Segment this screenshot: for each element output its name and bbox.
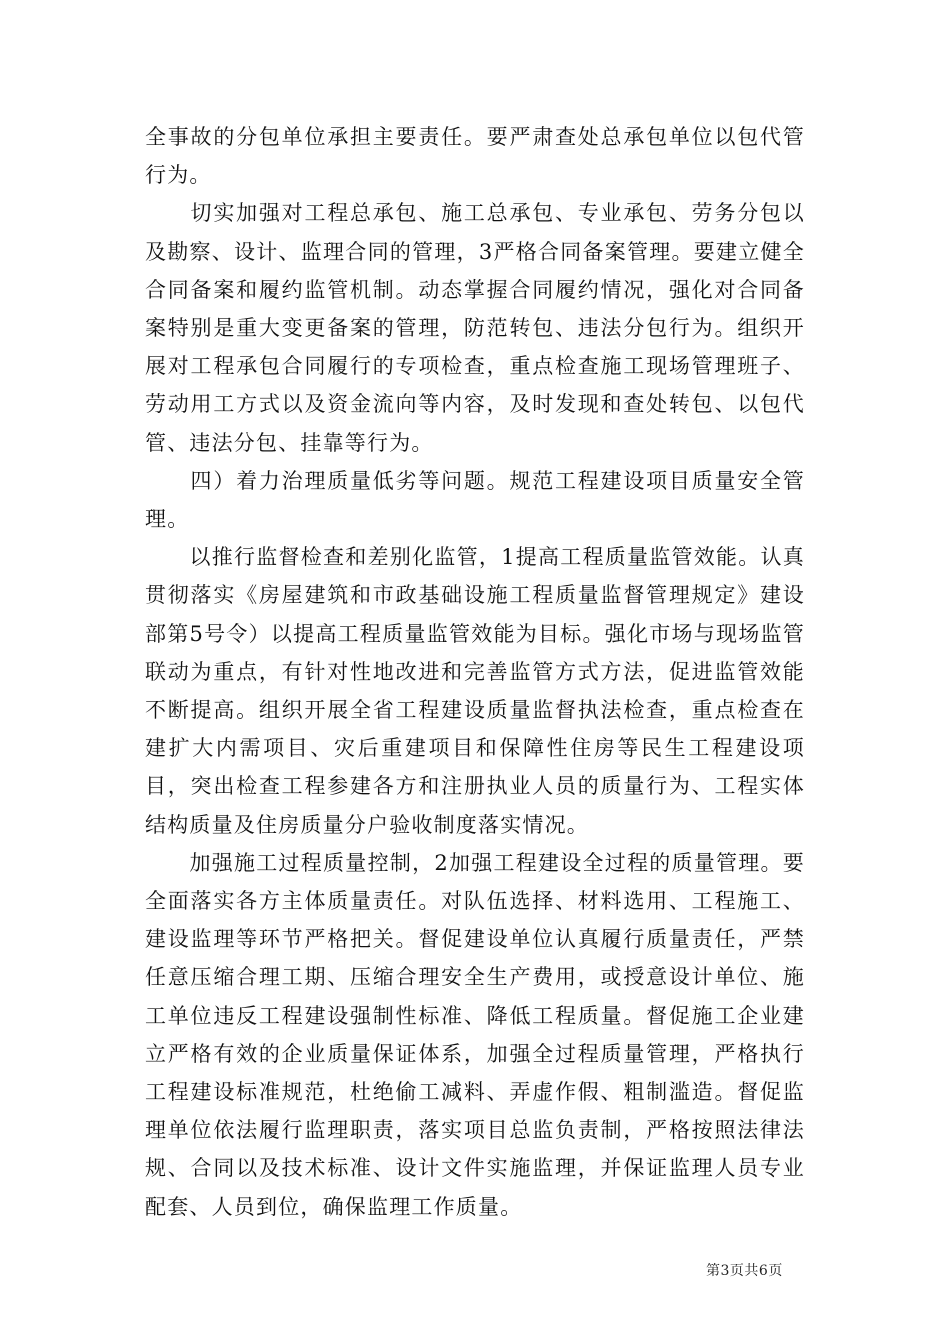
paragraph-4: 以推行监督检查和差别化监管，1提高工程质量监管效能。认真贯彻落实《房屋建筑和市政基础设施工程质量监督管理规定》建设部第5号令）以提高工程质量监管效能为目标。强化市场与现场监管联动为重点，有针对性地改进和完善监管方式方法，促进监管效能不断提高。组织开展全省工程建设质量监督执法检查，重点检查在建扩大内需项目、灾后重建项目和保障性住房等民生工程建设项目，突出检查工程参建各方和注册执业人员的质量行为、工程实体结构质量及住房质量分户验收制度落实情况。 (145, 545, 805, 837)
paragraph-2: 切实加强对工程总承包、施工总承包、专业承包、劳务分包以及勘察、设计、监理合同的管理，3严格合同备案管理。要建立健全合同备案和履约监管机制。动态掌握合同履约情况，强化对合同备案特别是重大变更备案的管理，防范转包、违法分包行为。组织开展对工程承包合同履行的专项检查，重点检查施工现场管理班子、劳动用工方式以及资金流向等内容，及时发现和查处转包、以包代管、违法分包、挂靠等行为。 (145, 201, 805, 455)
page-number: 第3页共6页 (706, 1263, 783, 1279)
document-body (145, 118, 805, 1226)
paragraph-5: 加强施工过程质量控制，2加强工程建设全过程的质量管理。要全面落实各方主体质量责任。对队伍选择、材料选用、工程施工、建设监理等环节严格把关。督促建设单位认真履行质量责任，严禁任意压缩合理工期、压缩合理安全生产费用，或授意设计单位、施工单位违反工程建设强制性标准、降低工程质量。督促施工企业建立严格有效的企业质量保证体系，加强全过程质量管理，严格执行工程建设标准规范，杜绝偷工减料、弄虚作假、粗制滥造。督促监理单位依法履行监理职责，落实项目总监负责制，严格按照法律法规、合同以及技术标准、设计文件实施监理，并保证监理人员专业配套、人员到位，确保监理工作质量。 (145, 850, 805, 1219)
paragraph-1: 全事故的分包单位承担主要责任。要严肃查处总承包单位以包代管行为。 (145, 125, 805, 188)
paragraph-3: 四）着力治理质量低劣等问题。规范工程建设项目质量安全管理。 (145, 468, 805, 532)
